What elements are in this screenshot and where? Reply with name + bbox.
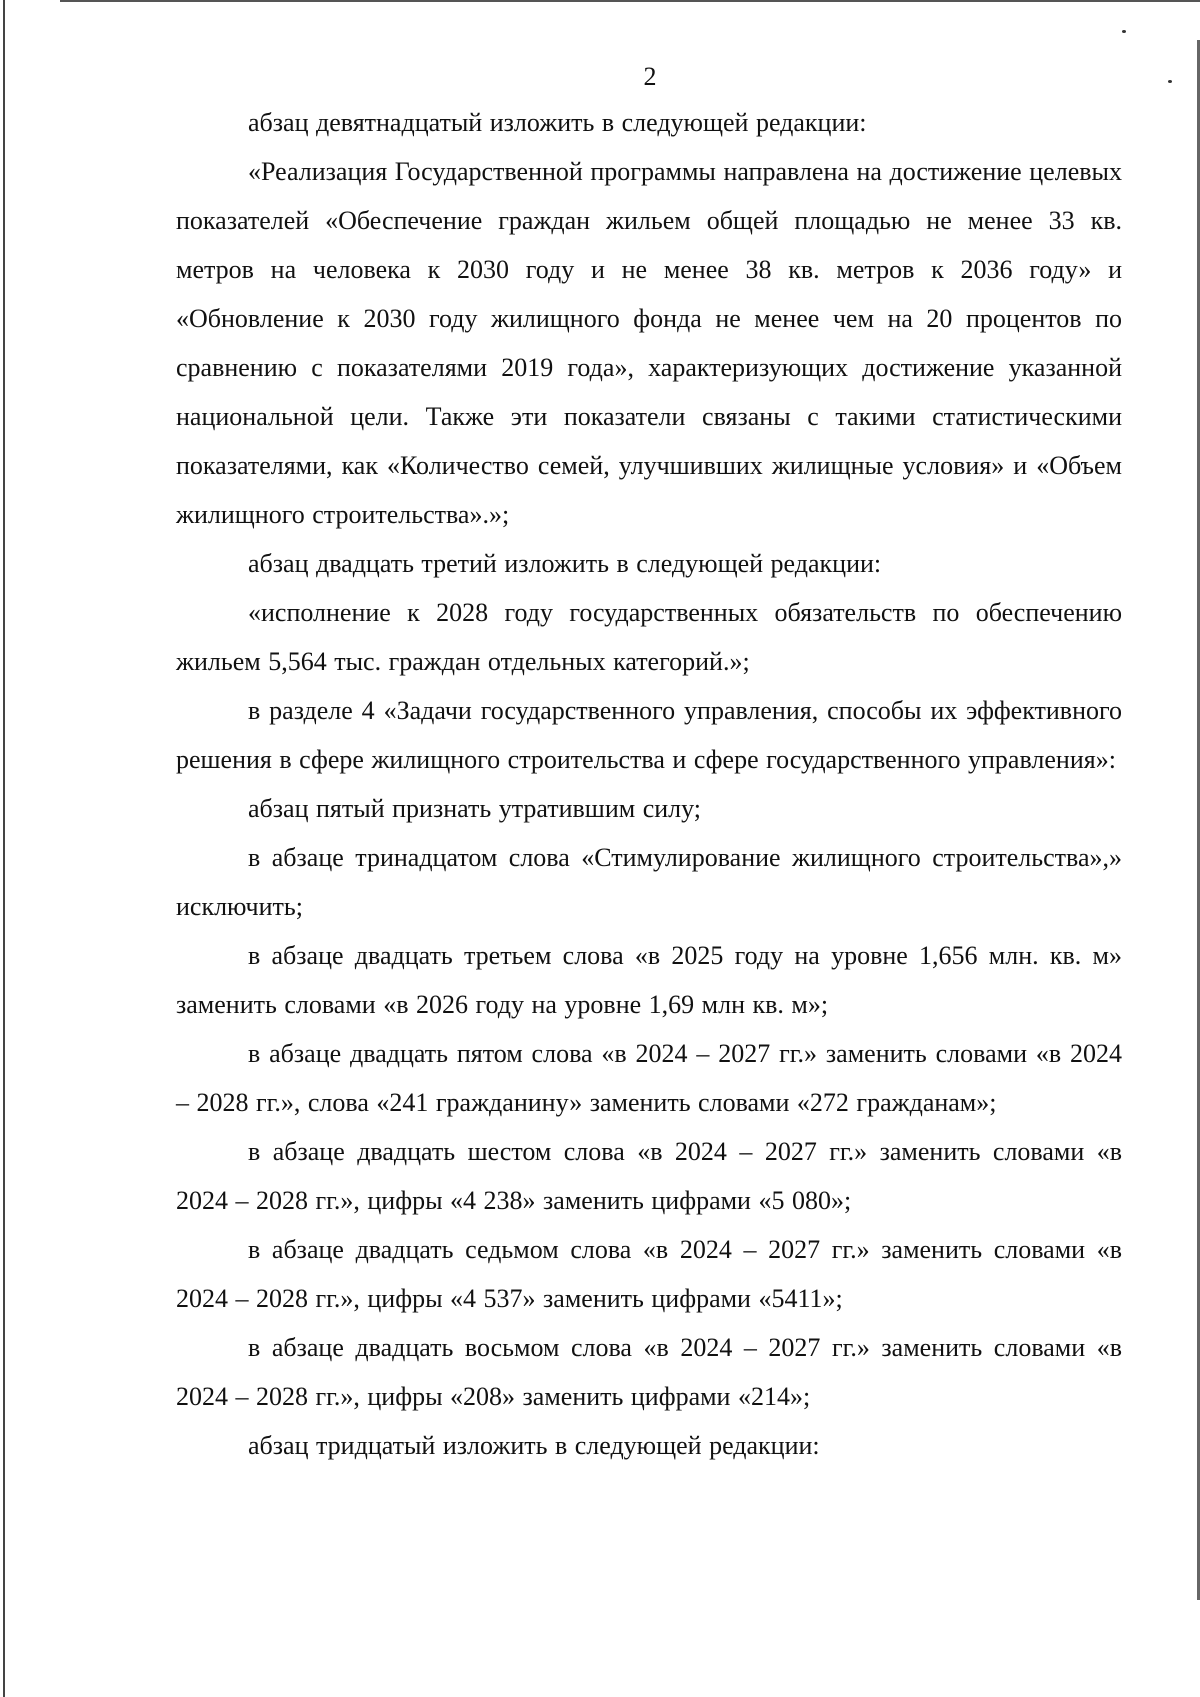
paragraph: в абзаце двадцать пятом слова «в 2024 – 2027 гг.» заменить словами «в 2024 – 2028 гг.», слова «241 гражданину» заменить словами «272 гражданам»; [176,1039,1122,1117]
paragraph: абзац пятый признать утратившим силу; [248,794,702,823]
page-number [0,62,1200,92]
paragraph: в абзаце тринадцатом слова «Стимулирование жилищного строительства»,» исключить; [176,843,1122,921]
paragraph: в абзаце двадцать шестом слова «в 2024 – 2027 гг.» заменить словами «в 2024 – 2028 гг.», цифры «4 238» заменить цифрами «5 080»; [176,1137,1122,1215]
document-body [176,98,1122,1470]
page-number-text: 2 [643,62,657,91]
scan-top-edge [60,0,1200,2]
paragraph: абзац тридцатый изложить в следующей редакции: [248,1431,820,1460]
paragraph: «Реализация Государственной программы направлена на достижение целевых показателей «Обеспечение граждан жильем общей площадью не менее 33 кв. метров на человека к 2030 году и не менее 38 кв. метров к 2036 году» и «Обновление к 2030 году жилищного фонда не менее чем на 20 процентов по сравнению с показателями 2019 года», характеризующих достижение указанной национальной цели. Также эти показатели связаны с такими статистическими показателями, как «Количество семей, улучшивших жилищные условия» и «Объем жилищного строительства».»; [176,157,1122,529]
paragraph: «исполнение к 2028 году государственных обязательств по обеспечению жильем 5,564 тыс. граждан отдельных категорий.»; [176,598,1122,676]
paragraph: абзац двадцать третий изложить в следующей редакции: [248,549,882,578]
paragraph: в разделе 4 «Задачи государственного управления, способы их эффективного решения в сфере жилищного строительства и сфере государственного управления»: [176,696,1122,774]
scan-speck [1122,30,1126,33]
scan-left-edge [3,0,5,1697]
paragraph: в абзаце двадцать третьем слова «в 2025 году на уровне 1,656 млн. кв. м» заменить словами «в 2026 году на уровне 1,69 млн кв. м»; [176,941,1122,1019]
paragraph: абзац девятнадцатый изложить в следующей редакции: [248,108,867,137]
paragraph: в абзаце двадцать восьмом слова «в 2024 – 2027 гг.» заменить словами «в 2024 – 2028 гг.», цифры «208» заменить цифрами «214»; [176,1333,1122,1411]
paragraph: в абзаце двадцать седьмом слова «в 2024 – 2027 гг.» заменить словами «в 2024 – 2028 гг.», цифры «4 537» заменить цифрами «5411»; [176,1235,1122,1313]
